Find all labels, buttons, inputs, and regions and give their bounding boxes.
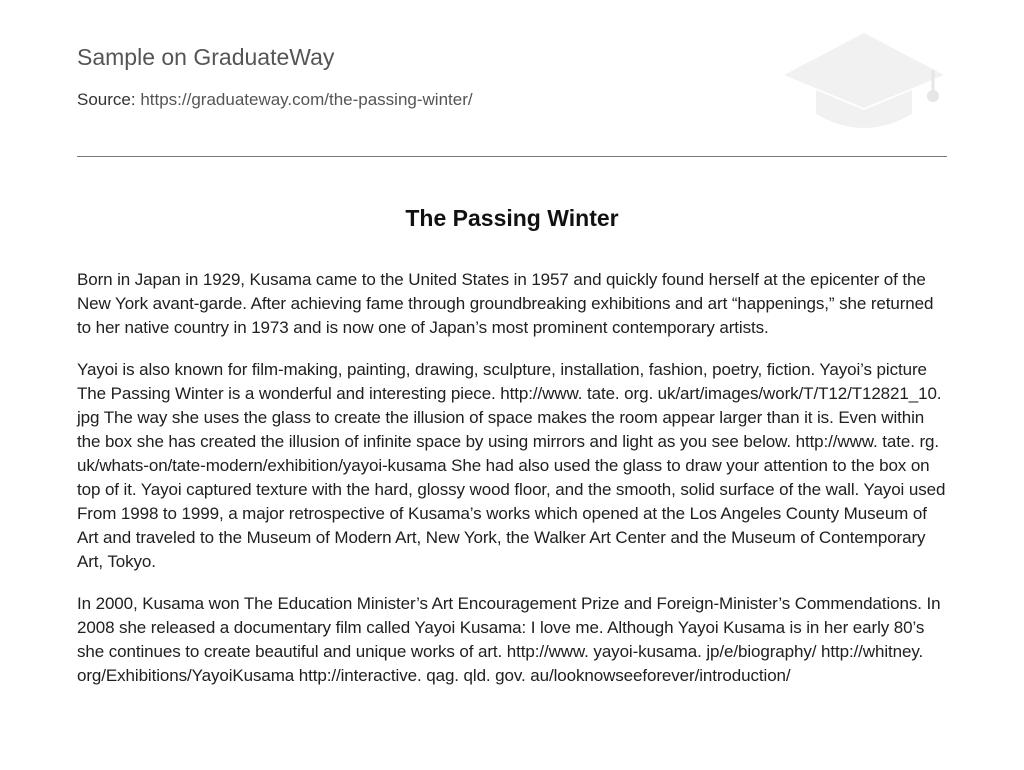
source-label: Source: bbox=[77, 90, 141, 109]
source-link[interactable]: https://graduateway.com/the-passing-winter/ bbox=[140, 90, 473, 109]
page-header bbox=[77, 0, 947, 157]
brand-title: Sample on GraduateWay bbox=[77, 44, 335, 70]
graduation-cap-icon bbox=[781, 30, 947, 134]
article-paragraph: Yayoi is also known for film-making, painting, drawing, sculpture, installation, fashion, poetry, fiction. Yayoi’s picture The Passing Winter is a wonderful and interesting piece. http://www. tate. org. uk/art/images/work/T/T12/T12821_10. jpg The way she uses the glass to create the illusion of space makes the room appear larger than it is. Even within the box she has created the illusion of infinite space by using mirrors and light as you see below. http://www. tate. rg. uk/whats-on/tate-modern/exhibition/yayoi-kusama She had also used the glass to draw your attention to the box on top of it. Yayoi captured texture with the hard, glossy wood floor, and the smooth, solid surface of the wall. Yayoi used From 1998 to 1999, a major retrospective of Kusama’s works which opened at the Los Angeles County Museum of Art and traveled to the Museum of Modern Art, New York, the Walker Art Center and the Museum of Contemporary Art, Tokyo. bbox=[77, 360, 946, 571]
article-body bbox=[77, 268, 947, 706]
source-line bbox=[77, 90, 473, 110]
article-paragraph: Born in Japan in 1929, Kusama came to the United States in 1957 and quickly found herself at the epicenter of the New York avant-garde. After achieving fame through groundbreaking exhibitions and art “happenings,” she returned to her native country in 1973 and is now one of Japan’s most prominent contemporary artists. bbox=[77, 270, 934, 337]
article-paragraph: In 2000, Kusama won The Education Minister’s Art Encouragement Prize and Foreign-Minister’s Commendations. In 2008 she released a documentary film called Yayoi Kusama: I love me. Although Yayoi Kusama is in her early 80’s she continues to create beautiful and unique works of art. http://www. yayoi-kusama. jp/e/biography/ http://whitney. org/Exhibitions/YayoiKusama http://interactive. qag. qld. gov. au/looknowseeforever/introduction/ bbox=[77, 594, 941, 685]
article-title: The Passing Winter bbox=[405, 205, 619, 231]
